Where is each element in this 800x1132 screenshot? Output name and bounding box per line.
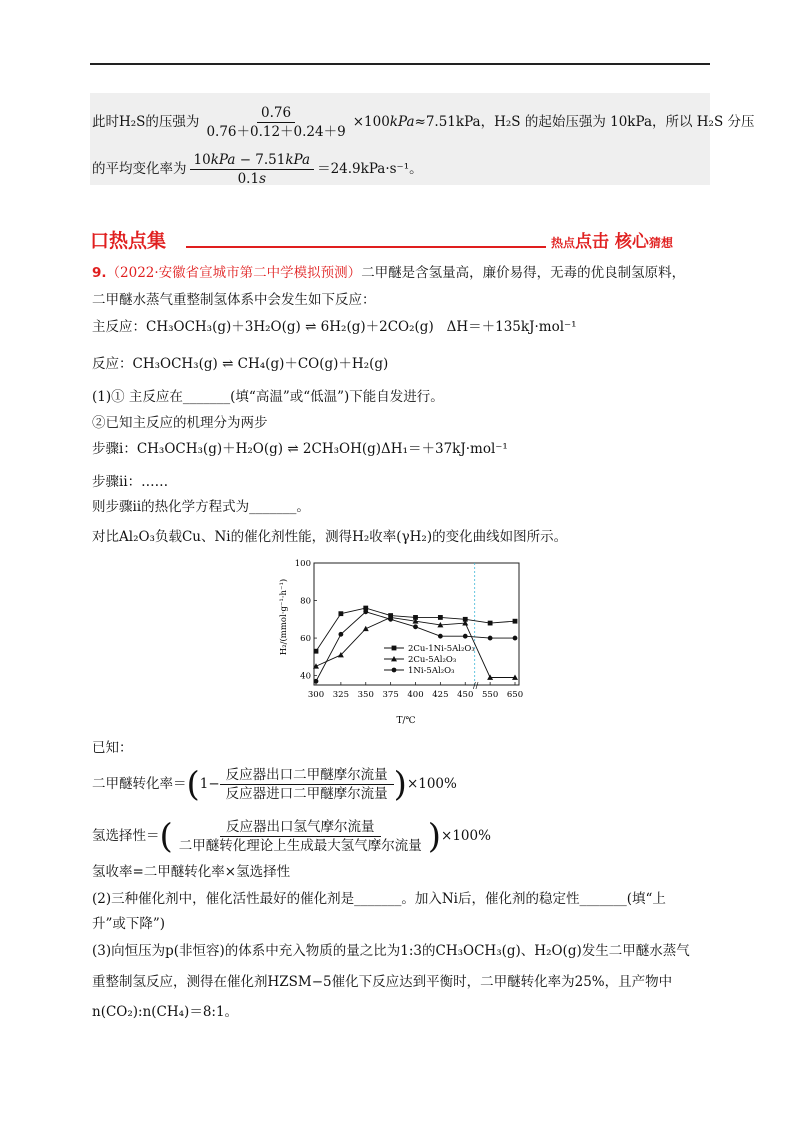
main-reaction: 主反应：CH₃OCH₃(g)＋3H₂O(g) ⇌ 6H₂(g)＋2CO₂(g) ΔH＝＋135kJ·mol⁻¹ <box>92 319 577 335</box>
text: 的平均变化率为 <box>92 161 187 177</box>
y-tick-label: 80 <box>300 596 311 607</box>
conversion-def: 二甲醚转化率＝(1− $\frac{\text{反应器出口二甲醚摩尔流量}}{\text{反应器进口二甲醚摩尔流量}}$ )×100% <box>92 764 457 805</box>
data-point-circle <box>363 609 368 614</box>
h2-yield-chart <box>272 555 532 730</box>
data-point-circle <box>463 634 468 639</box>
data-point-circle <box>338 632 343 637</box>
side-reaction: 反应：CH₃OCH₃(g) ⇌ CH₄(g)＋CO(g)＋H₂(g) <box>92 356 389 372</box>
x-tick-label: 375 <box>382 690 399 700</box>
y-tick-label: 100 <box>294 559 311 569</box>
legend-label: 2Cu-1Ni-5Al₂O₃ <box>408 644 475 654</box>
legend-marker <box>392 646 397 651</box>
header-rule <box>90 63 710 65</box>
legend-label: 2Cu-5Al₂O₃ <box>408 655 457 665</box>
x-tick-label: 400 <box>407 690 424 700</box>
x-tick-label: 450 <box>457 690 474 700</box>
x-tick-label: 550 <box>482 690 499 700</box>
axis-break-mark: // <box>472 681 479 690</box>
data-point-square <box>438 615 443 620</box>
text: 二甲醚是含氢量高，廉价易得，无毒的优良制氢原料， <box>361 265 686 281</box>
question-number: 9. <box>92 265 107 281</box>
question-1c: 则步骤ⅱ的热化学方程式为_______。 <box>92 499 310 515</box>
question-2b: 升”或下降”) <box>92 916 166 932</box>
question-source: （2022·安徽省宣城市第二中学模拟预测） <box>106 265 362 281</box>
data-point-circle <box>314 679 319 684</box>
y-tick-label: 40 <box>300 671 311 682</box>
x-axis-label: T/℃ <box>396 716 416 726</box>
text: ＝24.9kPa·s⁻¹。 <box>317 161 423 177</box>
step-2: 步骤ⅱ：…… <box>92 474 169 490</box>
prev-solution-line2 <box>92 151 423 188</box>
question-1b: ②已知主反应的机理分为两步 <box>92 415 268 431</box>
section-tagline: 热点点击 核心猜想 <box>551 232 673 252</box>
text: 二甲醚水蒸气重整制氢体系中会发生如下反应： <box>92 292 376 308</box>
data-point-circle <box>413 624 418 629</box>
text: ×100 <box>352 114 390 130</box>
y-tick-label: 60 <box>300 634 311 645</box>
unit: kPa <box>389 114 415 130</box>
x-tick-label: 325 <box>332 690 349 700</box>
x-tick-label: 650 <box>506 690 524 700</box>
data-point-circle <box>488 636 493 641</box>
text: 此时H₂S的压强为 <box>92 114 200 130</box>
question-3c: n(CO₂):n(CH₄)＝8:1。 <box>92 1004 239 1020</box>
question-2a: (2)三种催化剂中，催化活性最好的催化剂是_______。加入Ni后，催化剂的稳定性_______(填“上 <box>92 891 666 907</box>
section-rule <box>186 246 546 248</box>
data-point-square <box>338 611 343 616</box>
frac-den: 0.1s <box>237 171 266 187</box>
data-point-circle <box>513 636 518 641</box>
selectivity-def: 氢选择性＝( $\frac{\text{反应器出口氢气摩尔流量}}{\text{二甲醚转化理论上生成最大氢气摩尔流量}}$ )×100% <box>92 816 491 857</box>
question-1a: (1)① 主反应在_______(填“高温”或“低温”)下能自发进行。 <box>92 389 444 405</box>
y-axis-label: H₂/(mmol·g⁻¹·h⁻¹) <box>279 578 289 656</box>
contrast-text: 对比Al₂O₃负载Cu、Ni的催化剂性能，测得H₂收率(γH₂)的变化曲线如图所示。 <box>92 529 568 545</box>
legend-label: 1Ni-5Al₂O₃ <box>408 666 455 676</box>
x-tick-label: 350 <box>357 690 374 700</box>
data-point-square <box>513 619 518 624</box>
yield-def: 氢收率=二甲醚转化率×氢选择性 <box>92 864 291 880</box>
data-point-square <box>488 621 493 626</box>
section-title: 口热点集 <box>90 230 167 252</box>
question-3a: (3)向恒压为p(非恒容)的体系中充入物质的量之比为1:3的CH₃OCH₃(g)、H₂O(g)发生二甲醚水蒸气 <box>92 943 690 959</box>
question-3b: 重整制氢反应，测得在催化剂HZSM−5催化下反应达到平衡时，二甲醚转化率为25%，且产物中 <box>92 974 673 990</box>
data-point-circle <box>438 634 443 639</box>
fraction-rate <box>190 151 315 188</box>
frac-num: 10kPa − 7.51kPa <box>190 151 315 170</box>
question-intro <box>92 263 685 283</box>
x-tick-label: 425 <box>432 690 449 700</box>
frac-num: 0.76 <box>257 104 295 123</box>
prev-solution-line1 <box>92 104 755 141</box>
x-tick-label: 300 <box>307 690 325 700</box>
step-1: 步骤ⅰ：CH₃OCH₃(g)＋H₂O(g) ⇌ 2CH₃OH(g)ΔH₁＝＋37kJ·mol⁻¹ <box>92 441 508 457</box>
fraction-pressure <box>202 104 349 141</box>
data-point-square <box>314 649 319 654</box>
frac-den: 0.76＋0.12＋0.24＋9 <box>206 124 346 140</box>
known-label: 已知： <box>92 740 133 756</box>
text: ≈7.51kPa，H₂S 的起始压强为 10kPa，所以 H₂S 分压 <box>414 114 755 130</box>
legend-marker <box>392 668 397 673</box>
data-point-circle <box>388 617 393 622</box>
data-point-triangle <box>363 626 369 631</box>
